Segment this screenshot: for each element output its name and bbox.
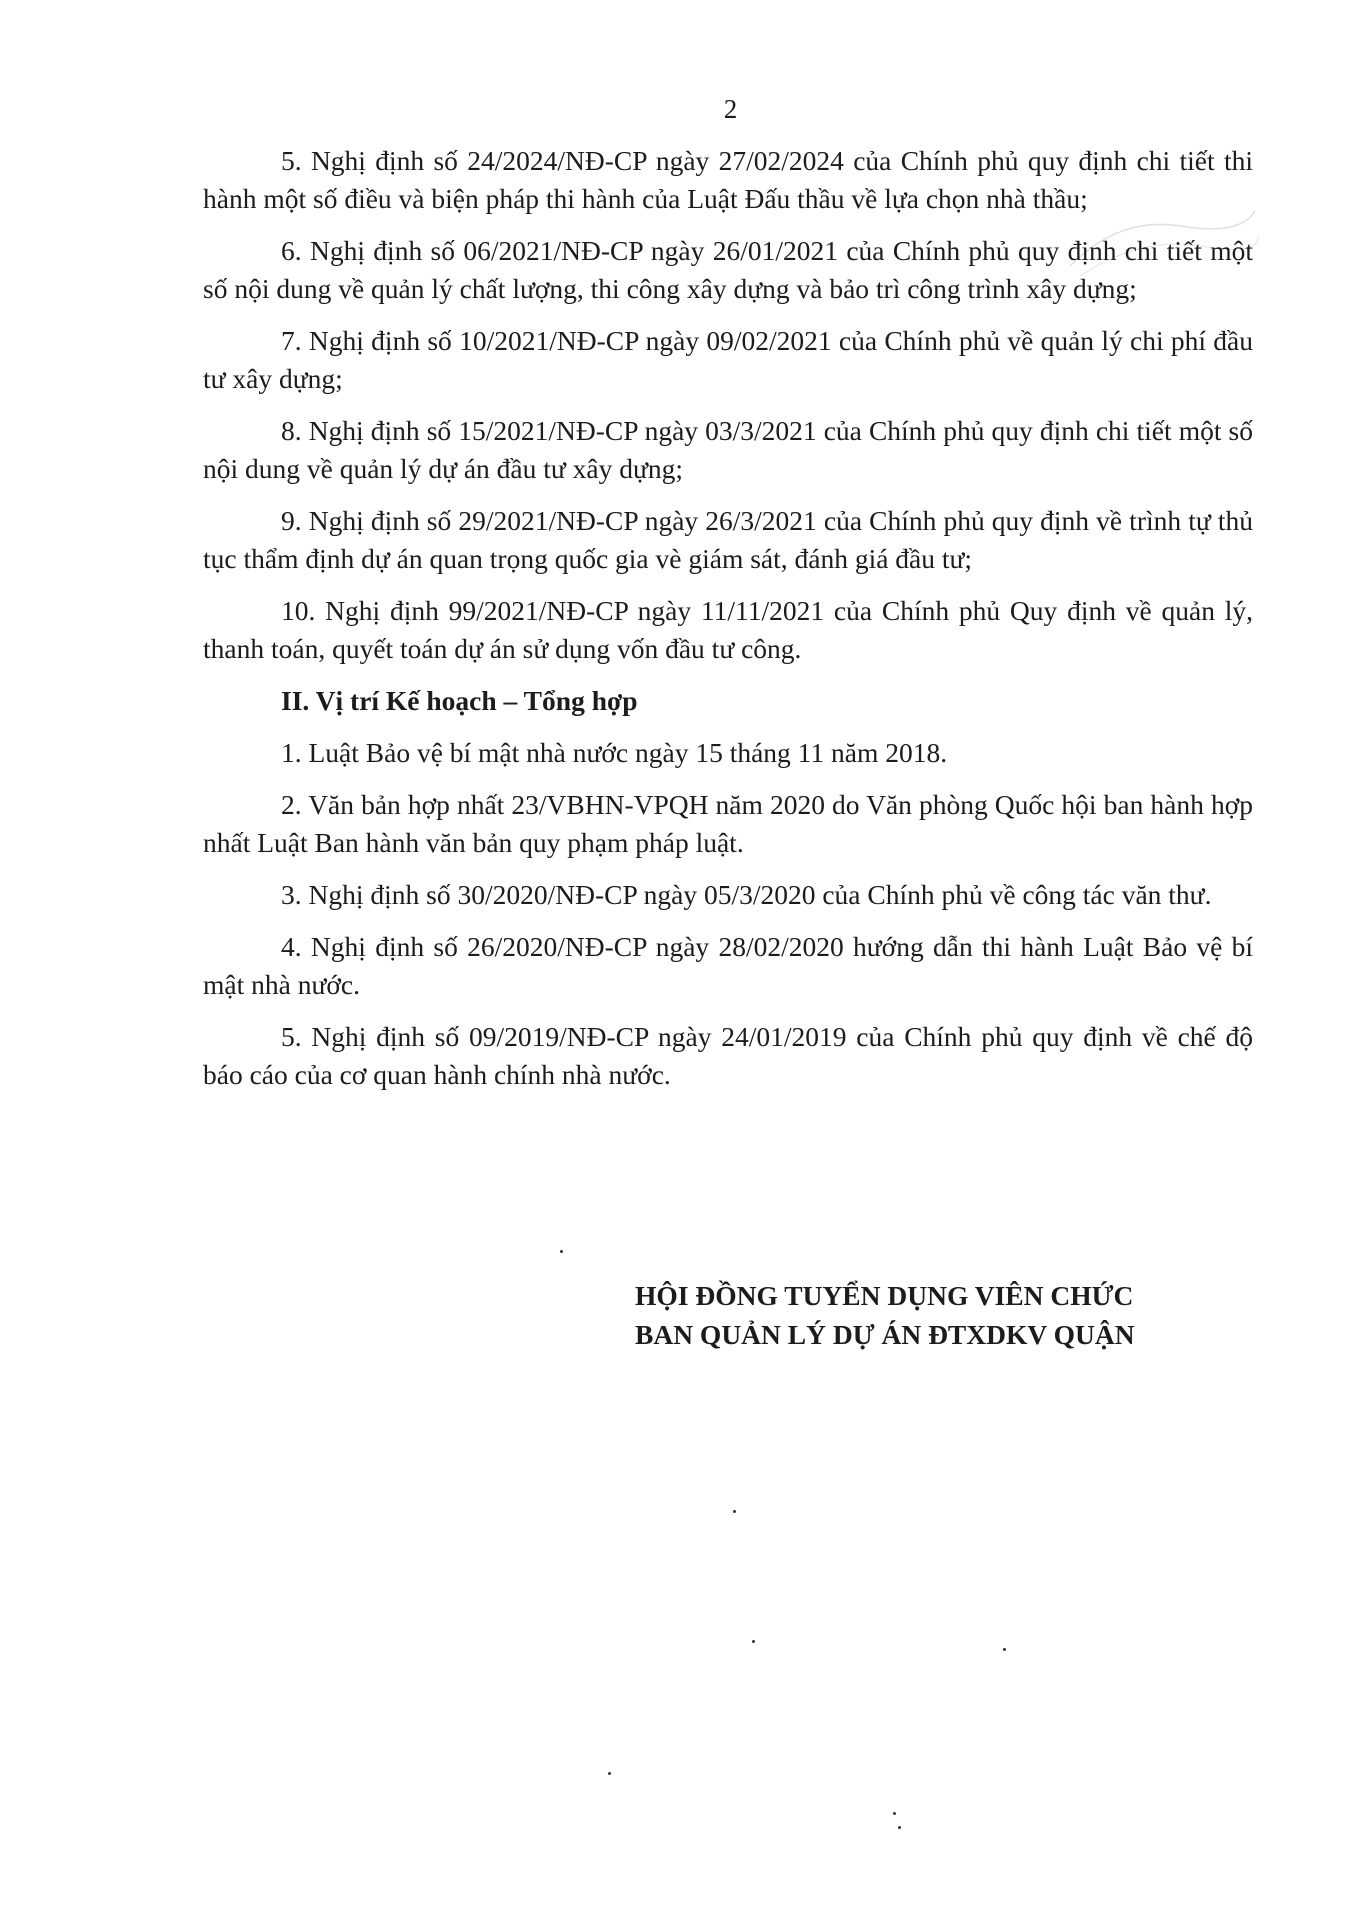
list-item: 5. Nghị định số 09/2019/NĐ-CP ngày 24/01/2019 của Chính phủ quy định về chế độ báo cáo của cơ quan hành chính nhà nước. — [203, 1021, 1253, 1090]
signature-line-1: HỘI ĐỒNG TUYỂN DỤNG VIÊN CHỨC — [635, 1280, 1134, 1311]
scan-speck — [608, 1772, 611, 1775]
list-item: 2. Văn bản hợp nhất 23/VBHN-VPQH năm 2020 do Văn phòng Quốc hội ban hành hợp nhất Luật Ban hành văn bản quy phạm pháp luật. — [203, 789, 1253, 858]
signature-line-2: BAN QUẢN LÝ DỰ ÁN ĐTXDKV QUẬN — [635, 1319, 1135, 1350]
list-item: 5. Nghị định số 24/2024/NĐ-CP ngày 27/02/2024 của Chính phủ quy định chi tiết thi hành một số điều và biện pháp thi hành của Luật Đấu thầu về lựa chọn nhà thầu; — [203, 145, 1253, 214]
scan-speck — [898, 1826, 901, 1829]
list-item: 1. Luật Bảo vệ bí mật nhà nước ngày 15 tháng 11 năm 2018. — [281, 737, 948, 768]
scan-speck — [560, 1250, 563, 1253]
list-item: 6. Nghị định số 06/2021/NĐ-CP ngày 26/01/2021 của Chính phủ quy định chi tiết một số nội dung về quản lý chất lượng, thi công xây dựng và bảo trì công trình xây dựng; — [203, 235, 1253, 304]
scan-speck — [893, 1812, 896, 1815]
scan-speck — [1003, 1648, 1006, 1651]
list-item: 7. Nghị định số 10/2021/NĐ-CP ngày 09/02/2021 của Chính phủ về quản lý chi phí đầu tư xây dựng; — [203, 325, 1253, 394]
list-item: 3. Nghị định số 30/2020/NĐ-CP ngày 05/3/2020 của Chính phủ về công tác văn thư. — [281, 879, 1212, 910]
page-number: 2 — [723, 94, 738, 124]
list-item: 4. Nghị định số 26/2020/NĐ-CP ngày 28/02/2020 hướng dẫn thi hành Luật Bảo vệ bí mật nhà nước. — [203, 931, 1253, 1000]
signature-block — [635, 1276, 1275, 1354]
scan-speck — [752, 1640, 755, 1643]
list-item: 9. Nghị định số 29/2021/NĐ-CP ngày 26/3/2021 của Chính phủ quy định về trình tự thủ tục thẩm định dự án quan trọng quốc gia vè giám sát, đánh giá đầu tư; — [203, 505, 1253, 574]
list-item: 10. Nghị định 99/2021/NĐ-CP ngày 11/11/2021 của Chính phủ Quy định về quản lý, thanh toán, quyết toán dự án sử dụng vốn đầu tư công. — [203, 595, 1253, 664]
section-heading: II. Vị trí Kế hoạch – Tổng hợp — [281, 685, 638, 716]
list-item: 8. Nghị định số 15/2021/NĐ-CP ngày 03/3/2021 của Chính phủ quy định chi tiết một số nội dung về quản lý dự án đầu tư xây dựng; — [203, 415, 1253, 484]
document-body — [203, 142, 1253, 1108]
scan-speck — [733, 1510, 736, 1513]
